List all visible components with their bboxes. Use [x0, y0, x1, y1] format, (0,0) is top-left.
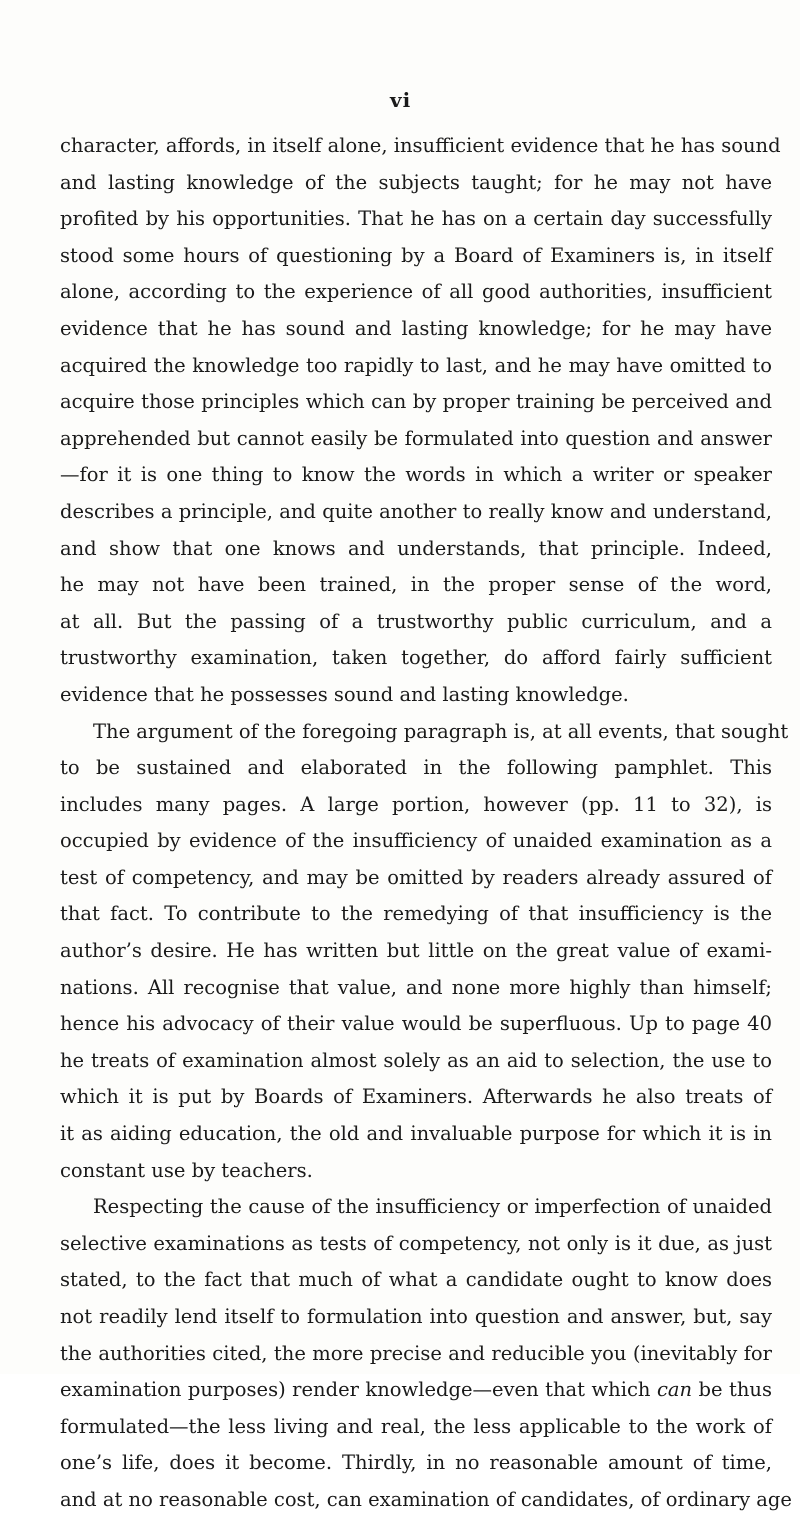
text-line: and at no reasonable cost, can examination of candidates, of ordinary age: [60, 1487, 792, 1511]
text-line: stated, to the fact that much of what a candidate ought to know does: [60, 1268, 772, 1292]
text-line: character, affords, in itself alone, insufficient evidence that he has sound: [60, 134, 781, 157]
text-line: the authorities cited, the more precise and reducible you (inevitably for: [60, 1341, 772, 1365]
text-line: apprehended but cannot easily be formulated into question and answer: [60, 426, 772, 450]
text-line: he may not have been trained, in the proper sense of the word,: [60, 573, 772, 597]
text-run: examination purposes) render knowledge—even that which: [60, 1378, 657, 1402]
text-line: Respecting the cause of the insufficiency or imperfection of unaided: [93, 1195, 772, 1219]
text-line: at all. But the passing of a trustworthy public curriculum, and a: [60, 609, 772, 633]
text-line: not readily lend itself to formulation into question and answer, but, say: [60, 1305, 772, 1328]
text-line: evidence that he possesses sound and lasting knowledge.: [60, 682, 629, 706]
text-line: alone, according to the experience of all good authorities, insufficient: [60, 280, 772, 304]
text-line: and show that one knows and understands, that principle. Indeed,: [60, 536, 772, 560]
text-line: test of competency, and may be omitted by readers already assured of: [60, 865, 772, 889]
text-line: formulated—the less living and real, the less applicable to the work of: [60, 1414, 772, 1438]
text-line: describes a principle, and quite another to really know and understand,: [60, 499, 772, 523]
text-line: evidence that he has sound and lasting knowledge; for he may have: [60, 316, 772, 340]
text-line: it as aiding education, the old and invaluable purpose for which it is in: [60, 1122, 772, 1146]
text-line: acquired the knowledge too rapidly to last, and he may have omitted to: [60, 353, 772, 377]
italic-word: can: [656, 1378, 693, 1402]
text-line: nations. All recognise that value, and none more highly than himself;: [60, 975, 772, 999]
text-line: stood some hours of questioning by a Board of Examiners is, in itself: [60, 243, 772, 267]
text-line: occupied by evidence of the insufficiency of unaided examination as a: [60, 829, 772, 853]
text-line: author’s desire. He has written but little on the great value of exami-: [60, 939, 772, 963]
text-line: he treats of examination almost solely as an aid to selection, the use to: [60, 1048, 772, 1072]
text-line: and lasting knowledge of the subjects taught; for he may not have: [60, 170, 772, 194]
text-line: [60, 1372, 772, 1409]
text-line: includes many pages. A large portion, however (pp. 11 to 32), is: [60, 792, 772, 816]
body-text: [60, 128, 792, 1519]
text-line: selective examinations as tests of competency, not only is it due, as just: [60, 1231, 772, 1255]
text-run: be thus: [692, 1378, 772, 1402]
text-line: The argument of the foregoing paragraph is, at all events, that sought: [93, 719, 789, 743]
text-line: that fact. To contribute to the remedying of that insufficiency is the: [60, 902, 772, 926]
page-number: vi: [390, 88, 412, 112]
text-line: to be sustained and elaborated in the following pamphlet. This: [60, 756, 772, 780]
text-line: which it is put by Boards of Examiners. Afterwards he also treats of: [60, 1085, 772, 1109]
text-line: acquire those principles which can by proper training be perceived and: [60, 390, 772, 414]
text-line: hence his advocacy of their value would be superfluous. Up to page 40: [60, 1012, 772, 1036]
text-line: profited by his opportunities. That he has on a certain day successfully: [60, 207, 772, 231]
text-line: —for it is one thing to know the words in which a writer or speaker: [60, 463, 772, 487]
text-line: constant use by teachers.: [60, 1158, 313, 1182]
text-line: trustworthy examination, taken together, do afford fairly sufficient: [60, 646, 772, 670]
text-line: one’s life, does it become. Thirdly, in no reasonable amount of time,: [60, 1451, 772, 1475]
